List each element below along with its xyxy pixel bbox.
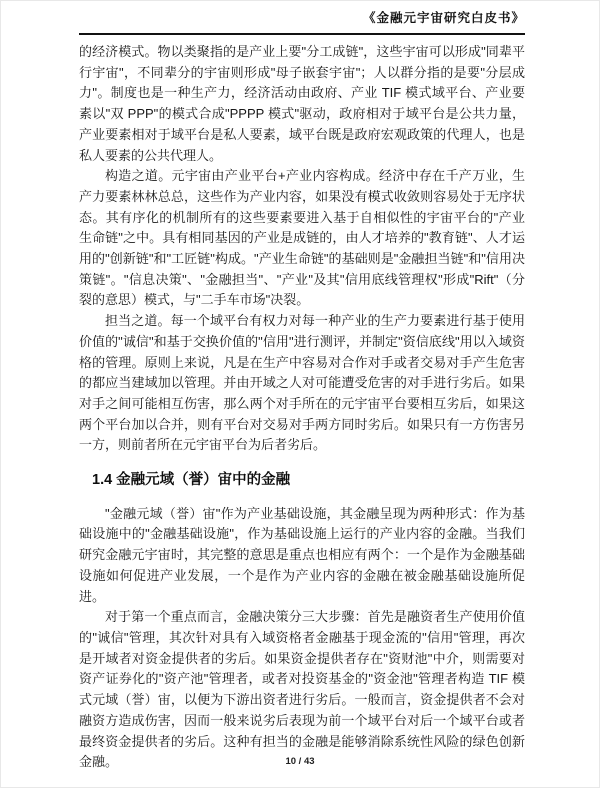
page-number: 10 / 43 bbox=[285, 756, 315, 767]
section-heading-1-4: 1.4 金融元域（誉）宙中的金融 bbox=[92, 472, 291, 489]
body-paragraph-finance-forms: "金融元域（誉）宙"作为产业基础设施，其金融呈现为两种形式：作为基础设施中的"金融基础设施"，作为基础设施上运行的产业内容的金融。当我们研究金融元宇宙时，其完整的意思是重点也相应有两个：一个是作为金融基础设施如何促进产业发展，一个是作为产业内容的金融在被金融基础设施所促进。 bbox=[79, 505, 525, 604]
body-paragraph-gouzao: 构造之道。元宇宙由产业平台+产业内容构成。经济中存在千产万业，生产力要素林林总总，这些作为产业内容，如果没有模式收敛则容易处于无序状态。其有序化的机制所有的这些要素要进入基于自相似性的宇宙平台的"产业生命链"之中。具有相同基因的产业是成链的，由人才培养的"教育链"、人才运用的"创新链"和"工匠链"构成。"产业生命链"的基础则是"金融担当链"和"信用决策链"。"信息决策"、"金融担当"、"产业"及其"信用底线管理权"形成"Rift"（分裂的意思）模式，与"二手车市场"决裂。 bbox=[79, 168, 525, 308]
body-paragraph-dandang: 担当之道。每一个域平台有权力对每一种产业的生产力要素进行基于使用价值的"诚信"和基于交换价值的"信用"进行测评，并制定"资信底线"用以入域资格的管理。原则上来说，凡是在生产中容易对合作对手或者交易对手产生危害的都应当建域加以管理。并由开域之人对可能遭受危害的对手进行劣后。如果对手之间可能相互伤害，那么两个对手所在的元宇宙平台要相互劣后，如果这两个平台加以合并，则有平台对交易对手两方同时劣后。如果只有一方伤害另一方，则前者所在元宇宙平台为后者劣后。 bbox=[79, 313, 525, 453]
body-paragraph-continuation: 的经济模式。物以类聚指的是产业上要"分工成链"，这些宇宙可以形成"同辈平行宇宙"，不同辈分的宇宙则形成"母子嵌套宇宙"；人以群分指的是要"分层成力"。制度也是一种生产力，经济活动由政府、产业 TIF 模式域平台、产业要素以"双 PPP"的模式合成"PPPP 模式"驱动，政府相对于域平台是公共力量，产业要素相对于域平台是私人要素，域平台既是政府宏观政策的代理人，也是私人要素的公共代理人。 bbox=[79, 44, 525, 163]
header-divider bbox=[79, 33, 525, 35]
document-body bbox=[79, 42, 525, 773]
body-paragraph-first-focus: 对于第一个重点而言，金融决策分三大步骤：首先是融资者生产使用价值的"诚信"管理，其次针对具有入域资格者金融基于现金流的"信用"管理，再次是开域者对资金提供者的劣后。如果资金提供者存在"资财池"中介，则需要对资产证券化的"资产池"管理者，或者对投资基金的"资金池"管理者构造 TIF 模式元域（誉）宙，以便为下游出资者进行劣后。一般而言，资金提供者不会对融资方造成伤害，因而一般来说劣后表现为前一个域平台对后一个域平台或者最终资金提供者的劣后。这种有担当的金融是能够消除系统性风险的绿色创新金融。 bbox=[79, 609, 525, 770]
header-book-title: 《金融元宇宙研究白皮书》 bbox=[362, 11, 525, 25]
